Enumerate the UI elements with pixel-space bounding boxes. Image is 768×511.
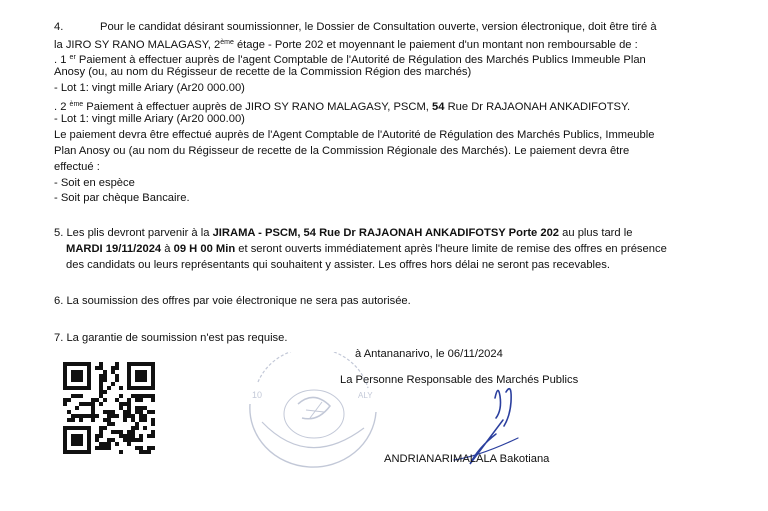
- qr-module: [79, 450, 83, 454]
- qr-module: [75, 378, 79, 382]
- qr-module: [63, 442, 67, 446]
- qr-module: [135, 386, 139, 390]
- qr-module: [139, 374, 143, 378]
- section5-l2-b: et seront ouverts immédiatement après l'heure limite de remise des offres en présence: [235, 243, 667, 255]
- qr-module: [71, 426, 75, 430]
- section4-intro-b1: la JIRO SY RANO MALAGASY, 2: [54, 39, 221, 51]
- lot-1-amount-a: - Lot 1: vingt mille Ariary (Ar20 000.00): [54, 82, 245, 94]
- qr-module: [151, 418, 155, 422]
- qr-module: [151, 398, 155, 402]
- qr-code: [63, 362, 155, 454]
- qr-module: [99, 374, 103, 378]
- qr-module: [139, 450, 143, 454]
- qr-module: [131, 394, 135, 398]
- qr-module: [99, 426, 103, 430]
- qr-module: [135, 378, 139, 382]
- qr-module: [83, 402, 87, 406]
- qr-module: [107, 418, 111, 422]
- qr-module: [151, 362, 155, 366]
- section7-text: 7. La garantie de soumission n'est pas requise.: [54, 332, 288, 344]
- qr-module: [135, 438, 139, 442]
- qr-module: [71, 438, 75, 442]
- qr-module: [115, 398, 119, 402]
- qr-module: [147, 386, 151, 390]
- qr-module: [99, 394, 103, 398]
- qr-module: [75, 362, 79, 366]
- qr-module: [147, 410, 151, 414]
- qr-module: [143, 406, 147, 410]
- qr-module: [79, 370, 83, 374]
- qr-module: [63, 402, 67, 406]
- payment-para-line1: Le paiement devra être effectué auprès de l'Agent Comptable de l'Autorité de Régulation des Marchés Publics, Immeuble: [54, 129, 655, 141]
- qr-module: [107, 414, 111, 418]
- qr-module: [115, 362, 119, 366]
- qr-module: [103, 378, 107, 382]
- qr-module: [127, 430, 131, 434]
- qr-module: [103, 390, 107, 394]
- qr-module: [87, 438, 91, 442]
- section4-intro-b2: étage - Porte 202 et moyennant le paiement d'un montant non remboursable de :: [233, 39, 638, 51]
- qr-module: [87, 374, 91, 378]
- qr-module: [119, 406, 123, 410]
- qr-module: [131, 430, 135, 434]
- qr-module: [63, 374, 67, 378]
- qr-module: [143, 378, 147, 382]
- qr-module: [119, 450, 123, 454]
- qr-module: [83, 414, 87, 418]
- qr-module: [87, 402, 91, 406]
- qr-module: [79, 394, 83, 398]
- qr-module: [99, 430, 103, 434]
- qr-module: [123, 434, 127, 438]
- qr-module: [87, 442, 91, 446]
- qr-module: [83, 450, 87, 454]
- qr-module: [143, 370, 147, 374]
- qr-module: [111, 414, 115, 418]
- qr-module: [151, 366, 155, 370]
- qr-module: [87, 430, 91, 434]
- section5-line2: [66, 242, 667, 257]
- qr-module: [107, 386, 111, 390]
- payment-2-street-number: 54: [432, 101, 445, 113]
- qr-module: [67, 398, 71, 402]
- qr-module: [147, 446, 151, 450]
- qr-module: [99, 382, 103, 386]
- qr-module: [143, 362, 147, 366]
- qr-module: [143, 374, 147, 378]
- qr-module: [79, 418, 83, 422]
- qr-module: [151, 422, 155, 426]
- qr-module: [63, 438, 67, 442]
- qr-module: [95, 366, 99, 370]
- qr-module: [79, 362, 83, 366]
- qr-module: [107, 438, 111, 442]
- qr-module: [63, 366, 67, 370]
- section5-l1-a: 5. Les plis devront parvenir à la: [54, 227, 213, 239]
- qr-module: [143, 418, 147, 422]
- qr-module: [139, 414, 143, 418]
- qr-module: [139, 438, 143, 442]
- qr-module: [75, 374, 79, 378]
- qr-module: [99, 378, 103, 382]
- qr-module: [131, 418, 135, 422]
- qr-module: [79, 442, 83, 446]
- qr-module: [87, 450, 91, 454]
- qr-module: [139, 446, 143, 450]
- section5-l2-a: à: [161, 243, 174, 255]
- qr-module: [143, 394, 147, 398]
- section4-intro-line1: [54, 20, 657, 35]
- qr-module: [115, 374, 119, 378]
- qr-module: [83, 362, 87, 366]
- payment-1-prefix: . 1: [54, 54, 70, 66]
- qr-module: [111, 382, 115, 386]
- qr-module: [127, 414, 131, 418]
- qr-module: [135, 398, 139, 402]
- svg-text:10: 10: [252, 390, 263, 400]
- qr-module: [63, 446, 67, 450]
- payment-option-cash: - Soit en espèce: [54, 177, 135, 189]
- qr-module: [131, 414, 135, 418]
- qr-module: [103, 398, 107, 402]
- qr-module: [139, 434, 143, 438]
- qr-module: [147, 450, 151, 454]
- qr-module: [107, 446, 111, 450]
- payment-1-text: Paiement à effectuer auprès de l'agent Comptable de l'Autorité de Régulation des Marchés Publics Immeuble Plan: [75, 54, 646, 66]
- deadline-time: 09 H 00 Min: [173, 243, 236, 255]
- section4-intro-a: Pour le candidat désirant soumissionner, le Dossier de Consultation ouverte, version électronique, doit être tiré à: [100, 21, 657, 33]
- qr-module: [135, 422, 139, 426]
- qr-module: [139, 410, 143, 414]
- qr-module: [127, 362, 131, 366]
- qr-module: [71, 378, 75, 382]
- qr-module: [79, 374, 83, 378]
- qr-module: [79, 402, 83, 406]
- qr-module: [135, 426, 139, 430]
- qr-module: [127, 366, 131, 370]
- qr-module: [115, 430, 119, 434]
- qr-module: [99, 386, 103, 390]
- qr-module: [63, 386, 67, 390]
- qr-module: [139, 386, 143, 390]
- qr-module: [95, 434, 99, 438]
- qr-module: [123, 414, 127, 418]
- qr-module: [71, 374, 75, 378]
- qr-module: [143, 386, 147, 390]
- qr-module: [95, 446, 99, 450]
- qr-module: [151, 382, 155, 386]
- qr-module: [107, 410, 111, 414]
- qr-module: [91, 418, 95, 422]
- qr-module: [103, 418, 107, 422]
- qr-module: [111, 366, 115, 370]
- qr-module: [147, 394, 151, 398]
- qr-module: [63, 370, 67, 374]
- qr-module: [139, 370, 143, 374]
- qr-module: [127, 386, 131, 390]
- qr-module: [127, 374, 131, 378]
- payment-para-line3: effectué :: [54, 161, 100, 173]
- qr-module: [75, 442, 79, 446]
- qr-module: [99, 402, 103, 406]
- qr-module: [75, 414, 79, 418]
- qr-module: [139, 378, 143, 382]
- qr-module: [135, 370, 139, 374]
- qr-module: [63, 426, 67, 430]
- qr-module: [67, 426, 71, 430]
- qr-module: [83, 426, 87, 430]
- qr-module: [111, 438, 115, 442]
- qr-module: [127, 382, 131, 386]
- qr-module: [119, 402, 123, 406]
- qr-module: [87, 382, 91, 386]
- qr-module: [87, 366, 91, 370]
- qr-module: [111, 410, 115, 414]
- qr-module: [127, 434, 131, 438]
- qr-module: [67, 450, 71, 454]
- qr-module: [83, 386, 87, 390]
- qr-module: [127, 402, 131, 406]
- qr-module: [75, 426, 79, 430]
- qr-module: [119, 394, 123, 398]
- qr-module: [63, 382, 67, 386]
- qr-module: [151, 374, 155, 378]
- qr-module: [63, 430, 67, 434]
- qr-module: [99, 442, 103, 446]
- qr-module: [99, 446, 103, 450]
- qr-module: [127, 370, 131, 374]
- payment-1-superscript: er: [69, 54, 76, 61]
- qr-module: [127, 378, 131, 382]
- delivery-address: JIRAMA - PSCM, 54 Rue Dr RAJAONAH ANKADIFOTSY Porte 202: [212, 227, 560, 239]
- qr-module: [131, 426, 135, 430]
- qr-module: [123, 418, 127, 422]
- qr-module: [71, 418, 75, 422]
- section5-line1: [54, 226, 632, 241]
- qr-module: [103, 410, 107, 414]
- qr-module: [127, 442, 131, 446]
- qr-module: [63, 378, 67, 382]
- place-date: à Antananarivo, le 06/11/2024: [355, 348, 503, 360]
- qr-module: [75, 370, 79, 374]
- qr-module: [79, 426, 83, 430]
- qr-module: [151, 370, 155, 374]
- qr-module: [115, 414, 119, 418]
- qr-module: [75, 406, 79, 410]
- qr-module: [87, 414, 91, 418]
- qr-module: [107, 422, 111, 426]
- qr-module: [103, 446, 107, 450]
- qr-module: [111, 430, 115, 434]
- qr-module: [71, 386, 75, 390]
- deadline-date: MARDI 19/11/2024: [66, 243, 162, 255]
- qr-module: [131, 362, 135, 366]
- official-stamp: [236, 352, 386, 480]
- qr-module: [75, 386, 79, 390]
- qr-module: [135, 394, 139, 398]
- qr-module: [139, 394, 143, 398]
- qr-module: [79, 414, 83, 418]
- qr-module: [75, 434, 79, 438]
- qr-module: [123, 402, 127, 406]
- signer-name: ANDRIANARIMALALA Bakotiana: [384, 453, 550, 465]
- qr-module: [135, 446, 139, 450]
- qr-module: [87, 426, 91, 430]
- qr-module: [135, 374, 139, 378]
- qr-module: [107, 442, 111, 446]
- svg-text:ALY: ALY: [358, 391, 373, 400]
- qr-module: [135, 362, 139, 366]
- qr-module: [131, 438, 135, 442]
- qr-module: [143, 450, 147, 454]
- qr-module: [87, 446, 91, 450]
- qr-module: [71, 434, 75, 438]
- qr-module: [79, 434, 83, 438]
- floor-superscript: ème: [220, 39, 234, 46]
- qr-module: [67, 418, 71, 422]
- qr-module: [103, 442, 107, 446]
- qr-module: [131, 386, 135, 390]
- qr-module: [71, 362, 75, 366]
- qr-module: [99, 366, 103, 370]
- qr-module: [63, 398, 67, 402]
- qr-module: [123, 438, 127, 442]
- qr-module: [147, 434, 151, 438]
- payment-para-line2: Plan Anosy ou (au nom du Régisseur de recette de la Commission Régionale des Marchés). Le paiement devra être: [54, 145, 630, 157]
- qr-module: [111, 370, 115, 374]
- qr-module: [103, 426, 107, 430]
- qr-module: [87, 362, 91, 366]
- qr-module: [91, 402, 95, 406]
- qr-module: [79, 378, 83, 382]
- qr-module: [115, 366, 119, 370]
- qr-module: [143, 414, 147, 418]
- qr-module: [99, 390, 103, 394]
- qr-module: [135, 406, 139, 410]
- payment-2-text: Paiement à effectuer auprès de JIRO SY RANO MALAGASY, PSCM,: [83, 101, 433, 113]
- qr-module: [91, 410, 95, 414]
- qr-module: [67, 362, 71, 366]
- qr-module: [111, 422, 115, 426]
- qr-module: [75, 438, 79, 442]
- qr-module: [151, 394, 155, 398]
- qr-module: [95, 438, 99, 442]
- qr-module: [71, 450, 75, 454]
- qr-module: [147, 362, 151, 366]
- qr-module: [151, 446, 155, 450]
- qr-module: [91, 398, 95, 402]
- qr-module: [139, 418, 143, 422]
- qr-module: [91, 414, 95, 418]
- qr-module: [151, 430, 155, 434]
- payment-2-prefix: . 2: [54, 101, 70, 113]
- qr-module: [139, 398, 143, 402]
- qr-module: [75, 450, 79, 454]
- qr-module: [79, 386, 83, 390]
- payment-2-rest: Rue Dr RAJAONAH ANKADIFOTSY.: [444, 101, 631, 113]
- qr-module: [103, 374, 107, 378]
- qr-module: [119, 386, 123, 390]
- qr-module: [95, 414, 99, 418]
- qr-module: [127, 438, 131, 442]
- qr-module: [71, 370, 75, 374]
- qr-module: [95, 398, 99, 402]
- signer-title: La Personne Responsable des Marchés Publics: [340, 374, 579, 386]
- qr-module: [143, 426, 147, 430]
- qr-module: [63, 434, 67, 438]
- qr-module: [63, 362, 67, 366]
- qr-module: [131, 434, 135, 438]
- qr-module: [127, 410, 131, 414]
- section5-line3: des candidats ou leurs représentants qui souhaitent y assister. Les offres hors délai ne seront pas recevables.: [66, 259, 610, 271]
- qr-module: [79, 438, 83, 442]
- qr-module: [71, 414, 75, 418]
- qr-module: [127, 406, 131, 410]
- section6-text: 6. La soumission des offres par voie électronique ne sera pas autorisée.: [54, 295, 411, 307]
- qr-module: [151, 410, 155, 414]
- qr-module: [135, 410, 139, 414]
- qr-module: [123, 410, 127, 414]
- qr-module: [87, 378, 91, 382]
- payment-option-check: - Soit par chèque Bancaire.: [54, 192, 190, 204]
- lot-1-amount-b: - Lot 1: vingt mille Ariary (Ar20 000.00): [54, 113, 245, 125]
- section5-l1-b: au plus tard le: [559, 227, 633, 239]
- qr-module: [71, 394, 75, 398]
- qr-module: [139, 406, 143, 410]
- qr-module: [127, 398, 131, 402]
- qr-module: [99, 434, 103, 438]
- qr-module: [87, 434, 91, 438]
- qr-module: [99, 362, 103, 366]
- qr-module: [119, 430, 123, 434]
- qr-module: [67, 386, 71, 390]
- payment-2-superscript: ème: [69, 101, 84, 108]
- qr-module: [115, 442, 119, 446]
- qr-module: [139, 362, 143, 366]
- qr-module: [63, 450, 67, 454]
- qr-module: [75, 394, 79, 398]
- qr-module: [87, 386, 91, 390]
- qr-module: [151, 434, 155, 438]
- section4-number: 4.: [54, 21, 64, 33]
- qr-module: [103, 370, 107, 374]
- qr-module: [119, 434, 123, 438]
- qr-module: [91, 406, 95, 410]
- qr-module: [151, 386, 155, 390]
- qr-module: [67, 410, 71, 414]
- qr-module: [151, 378, 155, 382]
- payment-1-continued: Anosy (ou, au nom du Régisseur de recette de la Commission Région des marchés): [54, 66, 472, 78]
- qr-module: [115, 378, 119, 382]
- qr-module: [87, 370, 91, 374]
- qr-module: [71, 442, 75, 446]
